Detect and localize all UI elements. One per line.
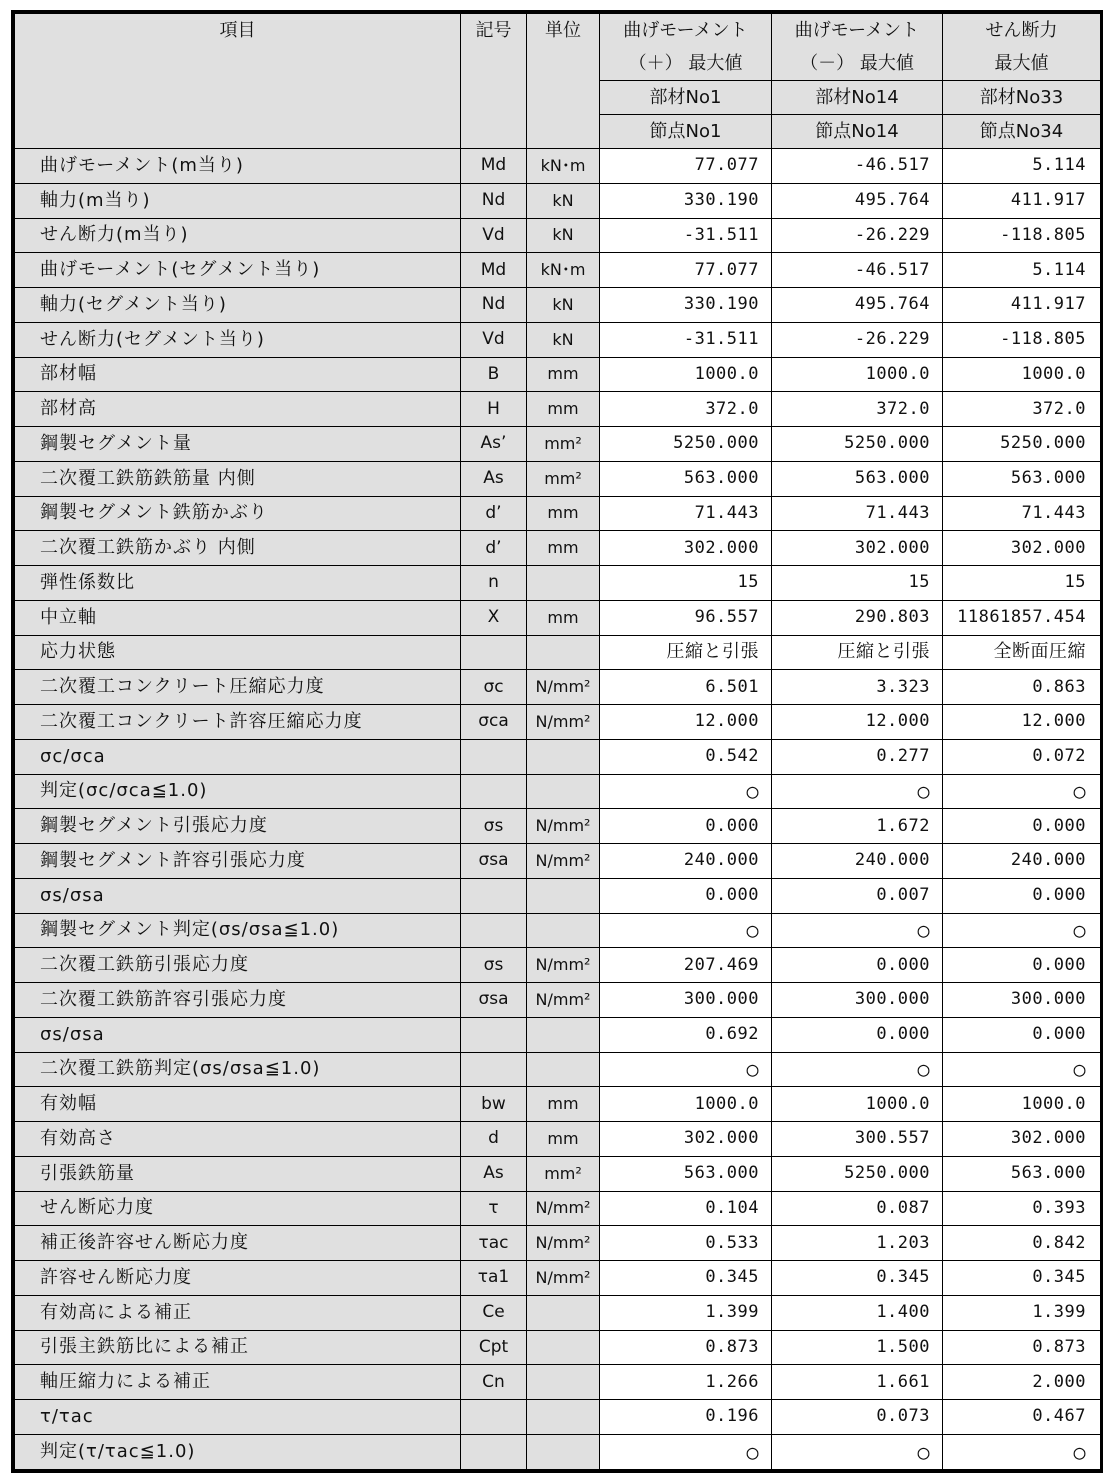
- row-unit: mm: [527, 600, 600, 635]
- row-value-case-1: 77.077: [600, 253, 772, 288]
- table-row: [15, 670, 1101, 705]
- header-case-1-title-line1: 曲げモーメント: [600, 14, 772, 48]
- table-row: [15, 1295, 1101, 1330]
- row-value-case-2: 372.0: [772, 392, 943, 427]
- row-value-case-2: 12.000: [772, 705, 943, 740]
- row-value-case-3: 0.345: [943, 1261, 1101, 1296]
- row-value-case-2: -26.229: [772, 218, 943, 253]
- row-value-case-1: 0.000: [600, 878, 772, 913]
- row-value-case-2: 0.087: [772, 1191, 943, 1226]
- row-unit: [527, 774, 600, 809]
- row-symbol: Nd: [461, 288, 527, 323]
- row-item-label: 許容せん断応力度: [15, 1261, 461, 1296]
- row-symbol: bw: [461, 1087, 527, 1122]
- row-value-case-1: 563.000: [600, 1156, 772, 1191]
- row-value-case-2: -46.517: [772, 149, 943, 184]
- row-value-case-1: 240.000: [600, 844, 772, 879]
- row-symbol: B: [461, 357, 527, 392]
- row-symbol: τa1: [461, 1261, 527, 1296]
- row-value-case-2: 1.400: [772, 1295, 943, 1330]
- row-value-case-1: 1.399: [600, 1295, 772, 1330]
- row-item-label: σc/σca: [15, 739, 461, 774]
- row-unit: mm: [527, 392, 600, 427]
- row-value-case-1: 12.000: [600, 705, 772, 740]
- judgement-ok-icon: ○: [943, 1434, 1101, 1469]
- row-item-label: 有効幅: [15, 1087, 461, 1122]
- row-item-label: σs/σsa: [15, 878, 461, 913]
- row-unit: mm²: [527, 461, 600, 496]
- row-unit: kN･m: [527, 149, 600, 184]
- table-row: [15, 1330, 1101, 1365]
- row-value-case-3: 11861857.454: [943, 600, 1101, 635]
- row-value-case-1: 5250.000: [600, 427, 772, 462]
- row-value-case-2: 5250.000: [772, 1156, 943, 1191]
- row-value-case-3: 12.000: [943, 705, 1101, 740]
- table-row: [15, 1261, 1101, 1296]
- header-case-3-node: 節点No34: [943, 115, 1101, 149]
- row-symbol: [461, 739, 527, 774]
- judgement-ok-icon: ○: [600, 774, 772, 809]
- row-item-label: 有効高さ: [15, 1122, 461, 1157]
- header-case-2-member: 部材No14: [772, 81, 943, 115]
- row-value-case-2: 1.672: [772, 809, 943, 844]
- table-row: [15, 948, 1101, 983]
- row-item-label: 判定(τ/τac≦1.0): [15, 1434, 461, 1469]
- row-symbol: Cn: [461, 1365, 527, 1400]
- row-symbol: Md: [461, 253, 527, 288]
- row-value-case-3: 1000.0: [943, 1087, 1101, 1122]
- row-value-case-1: 0.873: [600, 1330, 772, 1365]
- table-row: [15, 1400, 1101, 1435]
- table-row: [15, 531, 1101, 566]
- row-unit: N/mm²: [527, 705, 600, 740]
- row-value-case-3: 0.863: [943, 670, 1101, 705]
- row-item-label: 中立軸: [15, 600, 461, 635]
- row-value-case-3: 563.000: [943, 461, 1101, 496]
- row-value-case-3: 全断面圧縮: [943, 635, 1101, 670]
- row-value-case-2: 71.443: [772, 496, 943, 531]
- header-unit: 単位: [527, 14, 600, 149]
- row-value-case-2: 1.500: [772, 1330, 943, 1365]
- row-unit: mm: [527, 1122, 600, 1157]
- row-symbol: As: [461, 461, 527, 496]
- row-value-case-1: 302.000: [600, 1122, 772, 1157]
- header-case-1-member: 部材No1: [600, 81, 772, 115]
- row-value-case-2: 0.345: [772, 1261, 943, 1296]
- row-value-case-1: 330.190: [600, 183, 772, 218]
- row-item-label: 二次覆工鉄筋引張応力度: [15, 948, 461, 983]
- row-value-case-2: 0.007: [772, 878, 943, 913]
- judgement-ok-icon: ○: [772, 774, 943, 809]
- calculation-sheet: [11, 10, 1103, 1473]
- table-row: [15, 566, 1101, 601]
- row-value-case-2: 495.764: [772, 183, 943, 218]
- row-unit: N/mm²: [527, 1191, 600, 1226]
- row-value-case-1: 300.000: [600, 983, 772, 1018]
- table-row: [15, 496, 1101, 531]
- row-symbol: [461, 913, 527, 948]
- row-item-label: 二次覆工コンクリート圧縮応力度: [15, 670, 461, 705]
- row-unit: mm: [527, 531, 600, 566]
- table-row: [15, 288, 1101, 323]
- row-value-case-3: 0.072: [943, 739, 1101, 774]
- row-symbol: [461, 635, 527, 670]
- row-value-case-1: 0.000: [600, 809, 772, 844]
- row-value-case-2: 1.661: [772, 1365, 943, 1400]
- row-unit: [527, 1017, 600, 1052]
- row-value-case-3: 563.000: [943, 1156, 1101, 1191]
- row-symbol: σca: [461, 705, 527, 740]
- row-value-case-2: -46.517: [772, 253, 943, 288]
- row-value-case-2: 300.557: [772, 1122, 943, 1157]
- row-symbol: Vd: [461, 218, 527, 253]
- row-symbol: σsa: [461, 844, 527, 879]
- row-symbol: [461, 878, 527, 913]
- row-value-case-1: 0.196: [600, 1400, 772, 1435]
- row-item-label: せん断力(セグメント当り): [15, 322, 461, 357]
- row-item-label: 鋼製セグメント許容引張応力度: [15, 844, 461, 879]
- row-value-case-2: 1.203: [772, 1226, 943, 1261]
- row-value-case-2: 0.073: [772, 1400, 943, 1435]
- row-value-case-2: 300.000: [772, 983, 943, 1018]
- row-item-label: 引張鉄筋量: [15, 1156, 461, 1191]
- row-unit: kN: [527, 322, 600, 357]
- table-row: [15, 809, 1101, 844]
- row-item-label: 軸圧縮力による補正: [15, 1365, 461, 1400]
- table-row: [15, 1156, 1101, 1191]
- row-unit: N/mm²: [527, 844, 600, 879]
- row-symbol: As’: [461, 427, 527, 462]
- row-unit: N/mm²: [527, 809, 600, 844]
- table-row: [15, 427, 1101, 462]
- table-row: [15, 357, 1101, 392]
- row-unit: [527, 566, 600, 601]
- table-row: [15, 218, 1101, 253]
- row-value-case-3: 0.000: [943, 809, 1101, 844]
- row-unit: [527, 1330, 600, 1365]
- stress-check-table: [14, 13, 1101, 1470]
- row-item-label: 弾性係数比: [15, 566, 461, 601]
- row-value-case-1: 0.542: [600, 739, 772, 774]
- table-row: [15, 705, 1101, 740]
- judgement-ok-icon: ○: [772, 1434, 943, 1469]
- table-row: [15, 1087, 1101, 1122]
- row-item-label: 二次覆工鉄筋鉄筋量 内側: [15, 461, 461, 496]
- header-case-1-node: 節点No1: [600, 115, 772, 149]
- row-item-label: 鋼製セグメント判定(σs/σsa≦1.0): [15, 913, 461, 948]
- header-case-2-title-line1: 曲げモーメント: [772, 14, 943, 48]
- row-value-case-3: 1.399: [943, 1295, 1101, 1330]
- row-item-label: 曲げモーメント(m当り): [15, 149, 461, 184]
- row-value-case-2: 563.000: [772, 461, 943, 496]
- header-case-2-node: 節点No14: [772, 115, 943, 149]
- row-value-case-1: 1000.0: [600, 1087, 772, 1122]
- row-value-case-3: 0.393: [943, 1191, 1101, 1226]
- row-symbol: [461, 1434, 527, 1469]
- row-item-label: σs/σsa: [15, 1017, 461, 1052]
- table-row: [15, 1226, 1101, 1261]
- row-symbol: Md: [461, 149, 527, 184]
- row-symbol: σc: [461, 670, 527, 705]
- row-unit: mm: [527, 357, 600, 392]
- row-value-case-3: 240.000: [943, 844, 1101, 879]
- row-item-label: 部材高: [15, 392, 461, 427]
- table-row: [15, 322, 1101, 357]
- row-value-case-1: 372.0: [600, 392, 772, 427]
- row-value-case-3: 1000.0: [943, 357, 1101, 392]
- row-symbol: d’: [461, 531, 527, 566]
- row-symbol: [461, 1017, 527, 1052]
- row-unit: [527, 913, 600, 948]
- row-value-case-3: -118.805: [943, 218, 1101, 253]
- row-symbol: τac: [461, 1226, 527, 1261]
- row-unit: mm: [527, 1087, 600, 1122]
- table-row: [15, 253, 1101, 288]
- row-value-case-3: 0.467: [943, 1400, 1101, 1435]
- judgement-ok-icon: ○: [772, 1052, 943, 1087]
- row-symbol: τ: [461, 1191, 527, 1226]
- judgement-ok-icon: ○: [772, 913, 943, 948]
- judgement-ok-icon: ○: [600, 1052, 772, 1087]
- judgement-ok-icon: ○: [943, 913, 1101, 948]
- row-value-case-2: -26.229: [772, 322, 943, 357]
- row-unit: kN: [527, 288, 600, 323]
- row-value-case-3: 0.873: [943, 1330, 1101, 1365]
- row-item-label: 曲げモーメント(セグメント当り): [15, 253, 461, 288]
- row-item-label: 二次覆工コンクリート許容圧縮応力度: [15, 705, 461, 740]
- row-value-case-2: 240.000: [772, 844, 943, 879]
- row-symbol: [461, 1052, 527, 1087]
- header-case-2-title-line2: （－） 最大値: [772, 47, 943, 81]
- row-item-label: 引張主鉄筋比による補正: [15, 1330, 461, 1365]
- row-item-label: 軸力(m当り): [15, 183, 461, 218]
- row-unit: N/mm²: [527, 1261, 600, 1296]
- row-value-case-3: 0.842: [943, 1226, 1101, 1261]
- row-symbol: Ce: [461, 1295, 527, 1330]
- row-value-case-2: 495.764: [772, 288, 943, 323]
- table-body: [15, 149, 1101, 1470]
- header-case-3-member: 部材No33: [943, 81, 1101, 115]
- row-item-label: 応力状態: [15, 635, 461, 670]
- row-item-label: 軸力(セグメント当り): [15, 288, 461, 323]
- row-unit: kN: [527, 218, 600, 253]
- judgement-ok-icon: ○: [600, 913, 772, 948]
- header-case-3-title-line2: 最大値: [943, 47, 1101, 81]
- row-value-case-3: 300.000: [943, 983, 1101, 1018]
- row-value-case-2: 圧縮と引張: [772, 635, 943, 670]
- row-value-case-2: 1000.0: [772, 357, 943, 392]
- row-value-case-3: 5250.000: [943, 427, 1101, 462]
- row-unit: N/mm²: [527, 670, 600, 705]
- row-value-case-3: -118.805: [943, 322, 1101, 357]
- row-unit: mm²: [527, 427, 600, 462]
- table-row: [15, 1122, 1101, 1157]
- row-item-label: 二次覆工鉄筋かぶり 内側: [15, 531, 461, 566]
- row-unit: mm: [527, 496, 600, 531]
- row-unit: N/mm²: [527, 1226, 600, 1261]
- row-item-label: せん断応力度: [15, 1191, 461, 1226]
- row-symbol: [461, 1400, 527, 1435]
- row-item-label: 部材幅: [15, 357, 461, 392]
- table-row: [15, 149, 1101, 184]
- judgement-ok-icon: ○: [943, 774, 1101, 809]
- row-item-label: 二次覆工鉄筋判定(σs/σsa≦1.0): [15, 1052, 461, 1087]
- row-symbol: H: [461, 392, 527, 427]
- header-case-3-title-line1: せん断力: [943, 14, 1101, 48]
- row-value-case-1: -31.511: [600, 218, 772, 253]
- row-value-case-3: 2.000: [943, 1365, 1101, 1400]
- row-value-case-1: 1000.0: [600, 357, 772, 392]
- row-symbol: σs: [461, 809, 527, 844]
- row-symbol: n: [461, 566, 527, 601]
- row-value-case-1: 563.000: [600, 461, 772, 496]
- row-value-case-1: 207.469: [600, 948, 772, 983]
- row-value-case-3: 372.0: [943, 392, 1101, 427]
- row-item-label: 鋼製セグメント引張応力度: [15, 809, 461, 844]
- table-row: [15, 1365, 1101, 1400]
- table-row: [15, 913, 1101, 948]
- row-unit: [527, 739, 600, 774]
- row-unit: [527, 1434, 600, 1469]
- row-value-case-1: -31.511: [600, 322, 772, 357]
- row-value-case-2: 1000.0: [772, 1087, 943, 1122]
- row-symbol: σs: [461, 948, 527, 983]
- row-value-case-2: 15: [772, 566, 943, 601]
- row-unit: N/mm²: [527, 983, 600, 1018]
- row-value-case-1: 77.077: [600, 149, 772, 184]
- row-unit: [527, 1295, 600, 1330]
- table-row: [15, 392, 1101, 427]
- row-item-label: 二次覆工鉄筋許容引張応力度: [15, 983, 461, 1018]
- row-unit: [527, 1400, 600, 1435]
- row-value-case-1: 330.190: [600, 288, 772, 323]
- table-header: [15, 14, 1101, 149]
- row-value-case-1: 0.104: [600, 1191, 772, 1226]
- row-item-label: 鋼製セグメント量: [15, 427, 461, 462]
- table-row: [15, 183, 1101, 218]
- row-unit: mm²: [527, 1156, 600, 1191]
- row-value-case-3: 0.000: [943, 1017, 1101, 1052]
- table-row: [15, 739, 1101, 774]
- judgement-ok-icon: ○: [943, 1052, 1101, 1087]
- row-symbol: Cpt: [461, 1330, 527, 1365]
- header-symbol: 記号: [461, 14, 527, 149]
- row-value-case-1: 96.557: [600, 600, 772, 635]
- row-symbol: X: [461, 600, 527, 635]
- row-item-label: 補正後許容せん断応力度: [15, 1226, 461, 1261]
- row-value-case-2: 0.000: [772, 1017, 943, 1052]
- row-value-case-2: 0.000: [772, 948, 943, 983]
- row-value-case-1: 71.443: [600, 496, 772, 531]
- row-value-case-1: 6.501: [600, 670, 772, 705]
- row-value-case-1: 15: [600, 566, 772, 601]
- row-value-case-2: 0.277: [772, 739, 943, 774]
- row-item-label: 判定(σc/σca≦1.0): [15, 774, 461, 809]
- row-value-case-3: 71.443: [943, 496, 1101, 531]
- table-row: [15, 878, 1101, 913]
- table-row: [15, 1017, 1101, 1052]
- table-row: [15, 983, 1101, 1018]
- row-symbol: σsa: [461, 983, 527, 1018]
- table-row: [15, 844, 1101, 879]
- table-row: [15, 1052, 1101, 1087]
- row-value-case-1: 302.000: [600, 531, 772, 566]
- row-unit: N/mm²: [527, 948, 600, 983]
- row-value-case-3: 411.917: [943, 288, 1101, 323]
- row-value-case-1: 0.692: [600, 1017, 772, 1052]
- row-value-case-2: 5250.000: [772, 427, 943, 462]
- row-value-case-3: 15: [943, 566, 1101, 601]
- row-item-label: τ/τac: [15, 1400, 461, 1435]
- header-case-1-title-line2: （＋） 最大値: [600, 47, 772, 81]
- row-value-case-1: 0.345: [600, 1261, 772, 1296]
- row-value-case-3: 0.000: [943, 878, 1101, 913]
- row-value-case-3: 5.114: [943, 253, 1101, 288]
- row-item-label: せん断力(m当り): [15, 218, 461, 253]
- row-value-case-3: 0.000: [943, 948, 1101, 983]
- row-value-case-3: 5.114: [943, 149, 1101, 184]
- row-symbol: Nd: [461, 183, 527, 218]
- row-value-case-2: 290.803: [772, 600, 943, 635]
- row-symbol: d’: [461, 496, 527, 531]
- header-item: 項目: [15, 14, 461, 149]
- row-value-case-1: 圧縮と引張: [600, 635, 772, 670]
- row-value-case-3: 411.917: [943, 183, 1101, 218]
- table-row: [15, 774, 1101, 809]
- table-row: [15, 1191, 1101, 1226]
- row-symbol: As: [461, 1156, 527, 1191]
- row-symbol: Vd: [461, 322, 527, 357]
- row-symbol: d: [461, 1122, 527, 1157]
- table-row: [15, 635, 1101, 670]
- row-value-case-2: 3.323: [772, 670, 943, 705]
- table-row: [15, 600, 1101, 635]
- row-value-case-1: 1.266: [600, 1365, 772, 1400]
- row-item-label: 有効高による補正: [15, 1295, 461, 1330]
- row-symbol: [461, 774, 527, 809]
- row-value-case-3: 302.000: [943, 1122, 1101, 1157]
- row-unit: [527, 1365, 600, 1400]
- row-item-label: 鋼製セグメント鉄筋かぶり: [15, 496, 461, 531]
- row-value-case-2: 302.000: [772, 531, 943, 566]
- table-row: [15, 1434, 1101, 1469]
- row-unit: [527, 1052, 600, 1087]
- row-value-case-3: 302.000: [943, 531, 1101, 566]
- row-unit: [527, 635, 600, 670]
- row-value-case-1: 0.533: [600, 1226, 772, 1261]
- row-unit: kN: [527, 183, 600, 218]
- row-unit: kN･m: [527, 253, 600, 288]
- row-unit: [527, 878, 600, 913]
- table-row: [15, 461, 1101, 496]
- judgement-ok-icon: ○: [600, 1434, 772, 1469]
